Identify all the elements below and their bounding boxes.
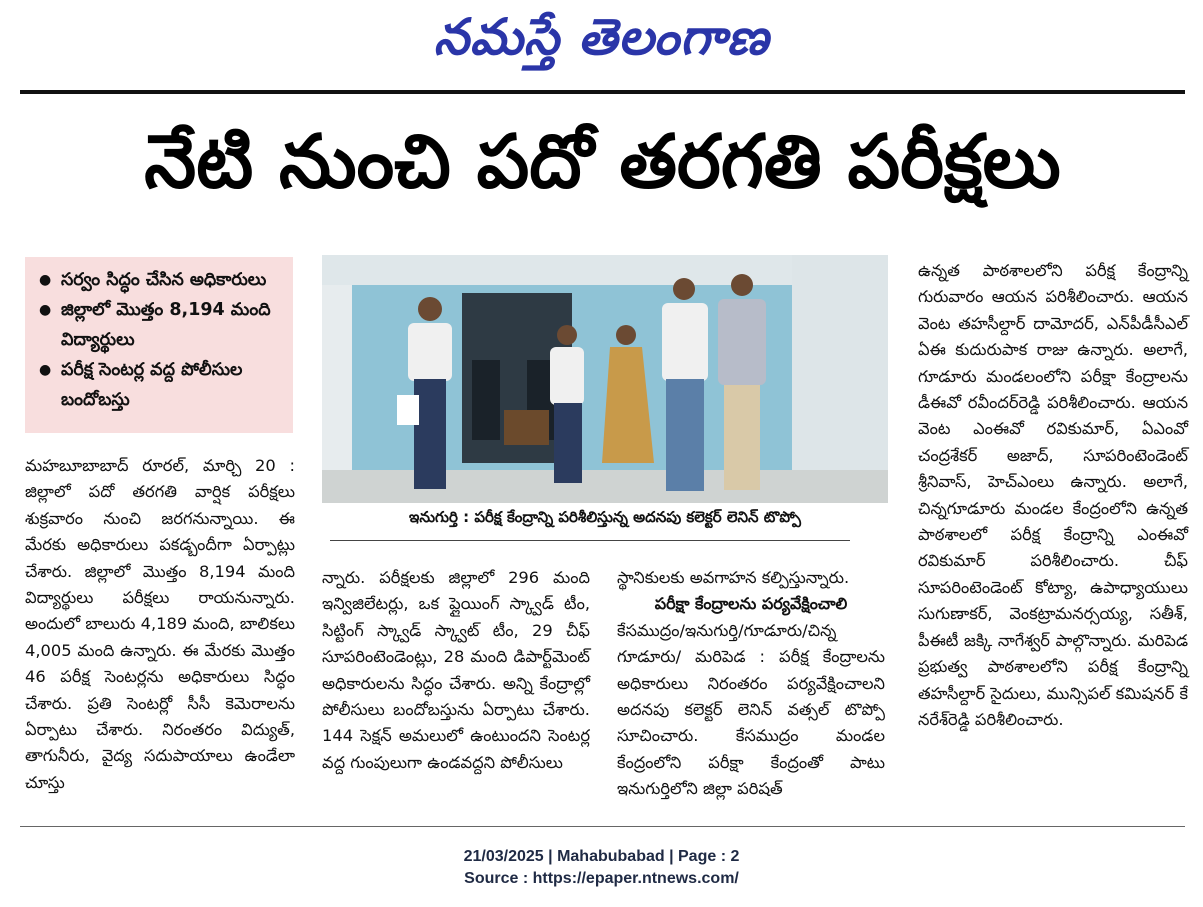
edition-info: 21/03/2025 | Mahabubabad | Page : 2 [463,848,740,865]
highlight-item: ● పరీక్ష సెంటర్ల వద్ద పోలీసుల బందోబస్తు [35,355,285,415]
photo-caption: ఇనుగుర్తి : పరీక్ష కేంద్రాన్ని పరిశీలిస్తున్న అదనపు కలెక్టర్ లెనిన్ టొప్పో [409,508,801,526]
article-column-3 [617,565,885,803]
footer-divider [20,826,1185,827]
highlight-item: ● జిల్లాలో మొత్తం 8,194 మంది విద్యార్థులు [35,295,285,355]
paragraph: ఉన్నత పాఠశాలలోని పరీక్ష కేంద్రాన్ని గురువారం ఆయన పరిశీలించారు. ఆయన వెంట తహసీల్దార్ దామోదర్, ఎన్‌పీడీసీఎల్ ఏఈ కుదురుపాక రాజు ఉన్నారు. అలాగే, గూడూరు మండలంలోని పరీక్షా కేంద్రాలను డీఈవో రవీందర్‌రెడ్డి పరిశీలించారు. ఆయన వెంట ఎంఈవో రవికుమార్, ఏఎంవో చంద్రశేకర్ అజాద్, సూపరింటెండెంట్ శ్రీనివాస్, హెచ్‌ఎంలు ఉన్నారు. అలాగే, చిన్నగూడూరు మండల కేంద్రంలోని ఉన్నత పాఠశాలలో పరీక్ష కేంద్రాన్ని ఎంఈవో రవికుమార్ పరిశీలించారు. చీఫ్ సూపరింటెండెంట్ కోట్యా, ఉపాధ్యాయులు సుగుణాకర్, వెంకట్రామనర్సయ్య, సతీశ్, పీఈటీ జక్కి నాగేశ్వర్ పాల్గొన్నారు. మరిపెడ ప్రభుత్వ పాఠశాలలోని పరీక్ష కేంద్రాన్ని తహసీల్దార్ సైదులు, మున్సిపల్ కమిషనర్ కే నరేశ్‌రెడ్డి పరిశీలించారు. [918,261,1188,729]
paragraph: కేసముద్రం/ఇనుగుర్తి/గూడూరు/చిన్న గూడూరు/ మరిపెడ : పరీక్ష కేంద్రాలను అధికారులు నిరంతరం పర్యవేక్షించాలని అదనపు కలెక్టర్ లెనిన్ వత్సల్ టొప్పో సూచించారు. కేసముద్రం మండల కేంద్రంలోని పరీక్షా కేంద్రంతో పాటు ఇనుగుర్తిలోని జిల్లా పరిషత్ [617,620,885,799]
paragraph: న్నారు. పరీక్షలకు జిల్లాలో 296 మంది ఇన్విజిలేటర్లు, ఒక ప్లైయింగ్ స్క్వాడ్ టీం, సిట్టింగ్ స్క్వాడ్ స్క్వాట్ టీం, 29 చీఫ్ సూపరింటెండెంట్లు, 28 మంది డిపార్ట్‌మెంట్ అధికారులను సిద్ధం చేశారు. అన్ని కేంద్రాల్లో పోలీసులు బందోబస్తును ఏర్పాటు చేశారు. 144 సెక్షన్ అమలులో ఉంటుందని సెంటర్ల వద్ద గుంపులుగా ఉండవద్దని పోలీసులు [322,568,590,772]
highlight-item: ● సర్వం సిద్ధం చేసిన అధికారులు [35,265,285,295]
article-headline: నేటి నుంచి పదో తరగతి పరీక్షలు [144,119,1061,205]
section-subhead: పరీక్షా కేంద్రాలను పర్యవేక్షించాలి [654,594,848,614]
masthead-divider [20,90,1185,94]
article-column-4 [918,258,1188,733]
article-column-2 [322,565,590,776]
paragraph: మహబూబాబాద్ రూరల్, మార్చి 20 : జిల్లాలో పదో తరగతి వార్షిక పరీక్షలు శుక్రవారం నుంచి జరగనున్నాయి. ఈ మేరకు అధికారులు పకడ్బందీగా ఏర్పాట్లు చేశారు. జిల్లాలో మొత్తం 8,194 మంది విద్యార్థులు పరీక్షలు రాయనున్నారు. అందులో బాలురు 4,189 మంది, బాలికలు 4,005 మంది ఉన్నారు. ఈ మేరకు మొత్తం 46 పరీక్ష సెంటర్లను అధికారులు సిద్ధం చేశారు. ప్రతి సెంటర్లో సీసీ కెమెరాలను ఏర్పాటు చేశారు. నిరంతరం విద్యుత్, తాగునీరు, వైద్య సదుపాయాలు ఉండేలా చూస్తు [25,456,295,792]
paragraph: స్థానికులకు అవగాహన కల్పిస్తున్నారు. [617,568,850,587]
source-link[interactable]: Source : https://epaper.ntnews.com/ [464,870,739,887]
masthead-logo: నమస్తే తెలంగాణ [433,8,770,66]
caption-divider [330,540,850,541]
article-column-1 [25,453,295,796]
highlights-box [25,257,293,433]
news-photo [322,255,888,503]
